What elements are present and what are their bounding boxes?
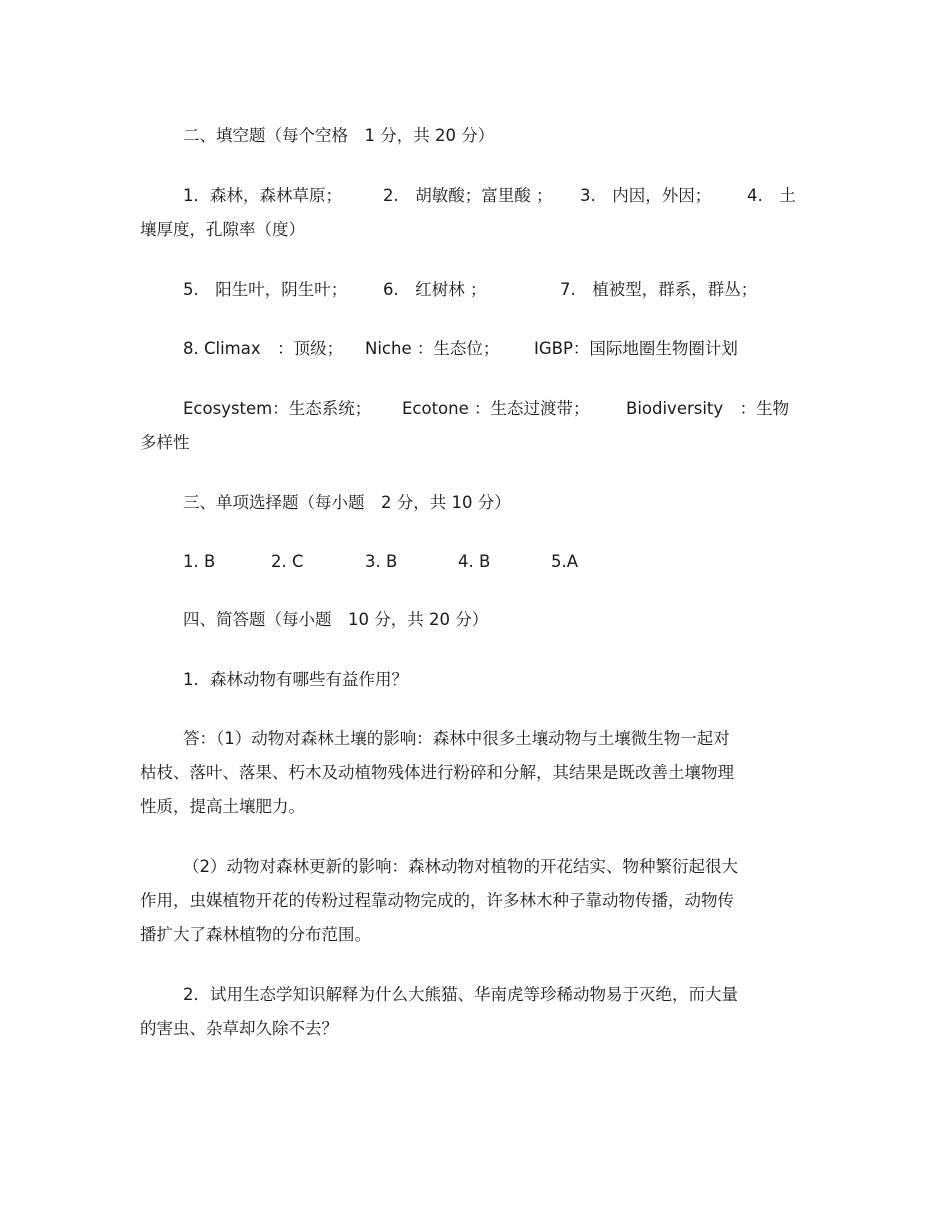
term-niche: Niche ：生态位； bbox=[365, 339, 500, 358]
answer-row-4 bbox=[140, 392, 800, 426]
answer-item: 2. 胡敏酸；富里酸 ； bbox=[383, 186, 553, 205]
term-ecosystem: Ecosystem：生态系统； bbox=[183, 399, 372, 418]
term-igbp: IGBP：国际地圈生物圈计划 bbox=[534, 339, 738, 358]
section-heading-short-answer: 四、简答题（每小题 10 分，共 20 分） bbox=[183, 610, 489, 629]
question-1: 1．森林动物有哪些有益作用？ bbox=[183, 670, 408, 689]
answer-1-part-2 bbox=[140, 850, 800, 952]
section-heading-fill-blank: 二、填空题（每个空格 1 分，共 20 分） bbox=[183, 126, 495, 145]
choice-answer: 5.A bbox=[551, 552, 579, 571]
answer-row-3 bbox=[140, 332, 800, 366]
text-line: 播扩大了森林植物的分布范围。 bbox=[140, 925, 371, 944]
answer-item: 4. 土 bbox=[747, 186, 796, 205]
text-line: 枯枝、落叶、落果、朽木及动植物残体进行粉碎和分解，其结果是既改善土壤物理 bbox=[140, 763, 734, 782]
term-biodiversity: Biodiversity ：生物 bbox=[626, 399, 790, 418]
term-climax: 8. Climax ：顶级； bbox=[183, 339, 344, 358]
choice-answer: 3. B bbox=[365, 552, 398, 571]
answer-item: 3. 内因，外因； bbox=[580, 186, 712, 205]
answer-row-1 bbox=[140, 179, 800, 213]
text-line: （2）动物对森林更新的影响：森林动物对植物的开花结实、物种繁衍起很大 bbox=[183, 857, 738, 876]
answer-row-2 bbox=[140, 273, 800, 307]
text-line: 性质，提高土壤肥力。 bbox=[140, 797, 305, 816]
text-line: 的害虫、杂草却久除不去？ bbox=[140, 1019, 338, 1038]
section-heading-single-choice: 三、单项选择题（每小题 2 分，共 10 分） bbox=[183, 493, 511, 512]
text-line: 2．试用生态学知识解释为什么大熊猫、华南虎等珍稀动物易于灭绝，而大量 bbox=[183, 985, 738, 1004]
term-ecotone: Ecotone ：生态过渡带； bbox=[402, 399, 590, 418]
choice-answer: 2. C bbox=[271, 552, 304, 571]
choice-answer: 4. B bbox=[458, 552, 491, 571]
answer-row-4-continuation: 多样性 bbox=[140, 433, 190, 452]
answer-item: 1．森林，森林草原； bbox=[183, 186, 342, 205]
choice-answers bbox=[140, 545, 800, 579]
answer-1-part-1 bbox=[140, 722, 800, 824]
answer-item: 6. 红树林 ； bbox=[383, 280, 487, 299]
answer-item: 5. 阳生叶，阴生叶； bbox=[183, 280, 348, 299]
choice-answer: 1. B bbox=[183, 552, 216, 571]
question-2 bbox=[140, 978, 800, 1046]
text-line: 答：（1）动物对森林土壤的影响：森林中很多土壤动物与土壤微生物一起对 bbox=[183, 729, 730, 748]
text-line: 作用，虫媒植物开花的传粉过程靠动物完成的，许多林木种子靠动物传播，动物传 bbox=[140, 891, 734, 910]
answer-item: 7. 植被型，群系，群丛； bbox=[560, 280, 758, 299]
answer-row-1-continuation: 壤厚度，孔隙率（度） bbox=[140, 220, 305, 239]
